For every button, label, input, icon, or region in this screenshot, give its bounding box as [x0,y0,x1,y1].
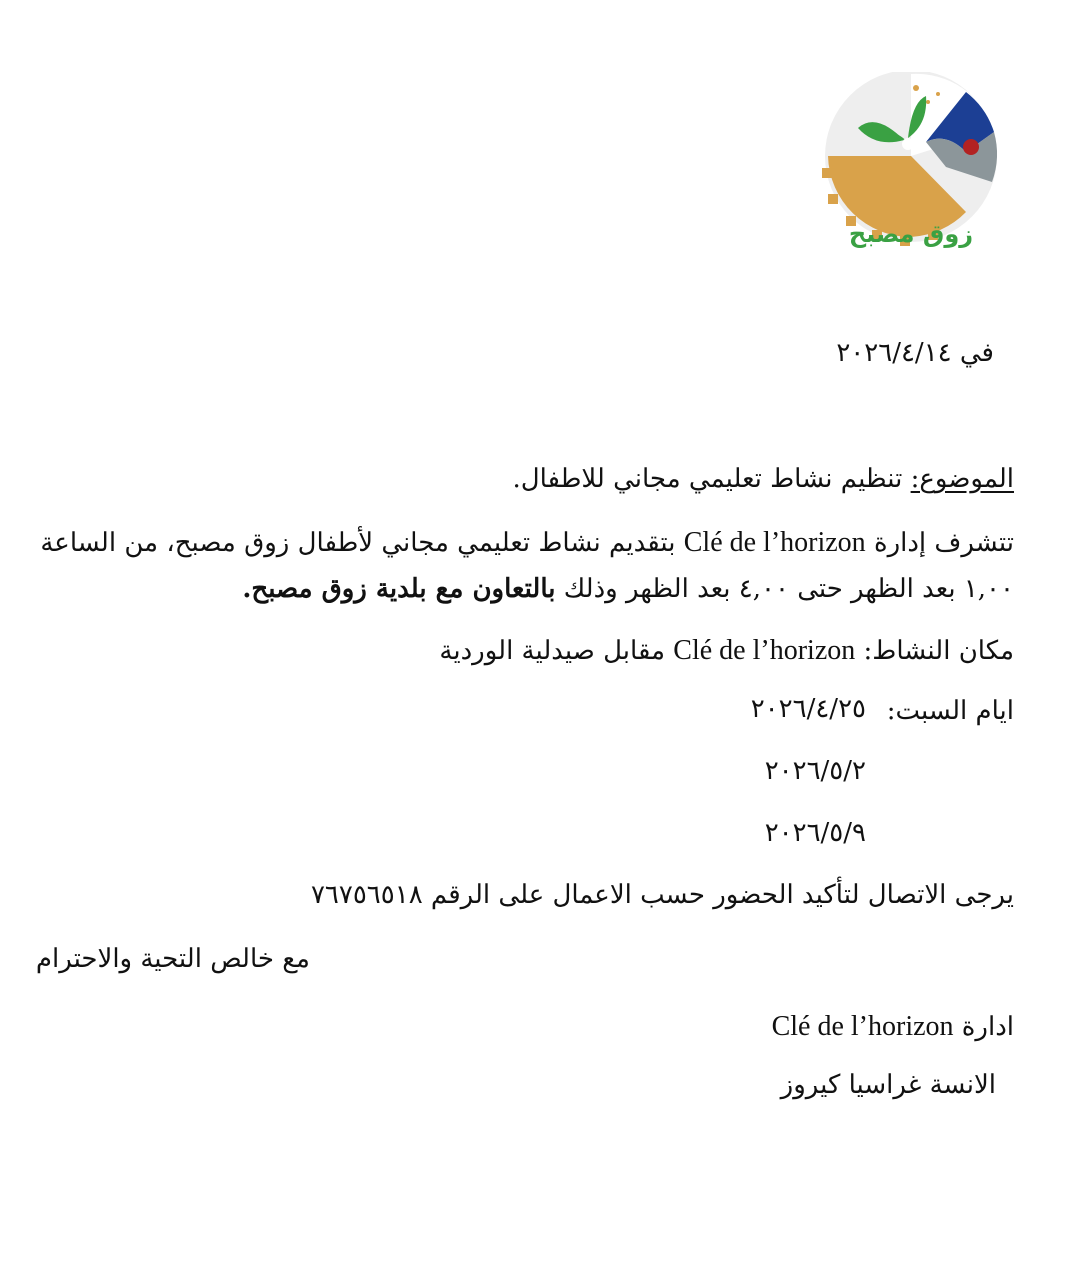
body-line-1-post: بتقديم نشاط تعليمي مجاني لأطفال زوق مصبح، من الساعة [40,528,684,558]
date-item: ٢٠٢٦/٤/٢٥ [750,694,866,724]
body-line-1-pre: تتشرف إدارة [865,528,1014,558]
date-item: ٢٠٢٦/٥/٢ [764,756,866,786]
subject-text: تنظيم نشاط تعليمي مجاني للاطفال. [512,464,911,494]
closing-line: مع خالص التحية والاحترام [35,944,310,974]
signature-org [772,1010,1014,1044]
logo-name: زوق مصبح [848,220,974,248]
saturdays-label: ايام السبت: [886,696,1014,726]
place-label: مكان النشاط: [855,636,1014,666]
signature-label: ادارة [953,1012,1014,1042]
subject-line [512,464,1014,495]
activity-place [439,634,1014,668]
org-name: Clé de l’horizon [683,527,866,558]
signatory-name: الانسة غراسيا كيروز [780,1070,996,1100]
body-line-2-pre: ١,٠٠ بعد الظهر حتى ٤,٠٠ بعد الظهر وذلك [555,574,1014,604]
municipality-logo [816,72,1006,262]
date-item: ٢٠٢٦/٥/٩ [764,818,866,848]
signature-org-name: Clé de l’horizon [771,1011,954,1042]
letter-date: في ٢٠٢٦/٤/١٤ [836,338,994,368]
place-org: Clé de l’horizon [673,635,856,666]
body-line-2-bold: بالتعاون مع بلدية زوق مصبح. [242,574,556,604]
body-line-2 [242,574,1014,605]
body-line-1 [40,526,1014,560]
place-rest: مقابل صيدلية الوردية [439,636,674,666]
contact-line: يرجى الاتصال لتأكيد الحضور حسب الاعمال على الرقم ٧٦٧٥٦٥١٨ [310,880,1014,910]
subject-label: الموضوع: [910,464,1014,494]
